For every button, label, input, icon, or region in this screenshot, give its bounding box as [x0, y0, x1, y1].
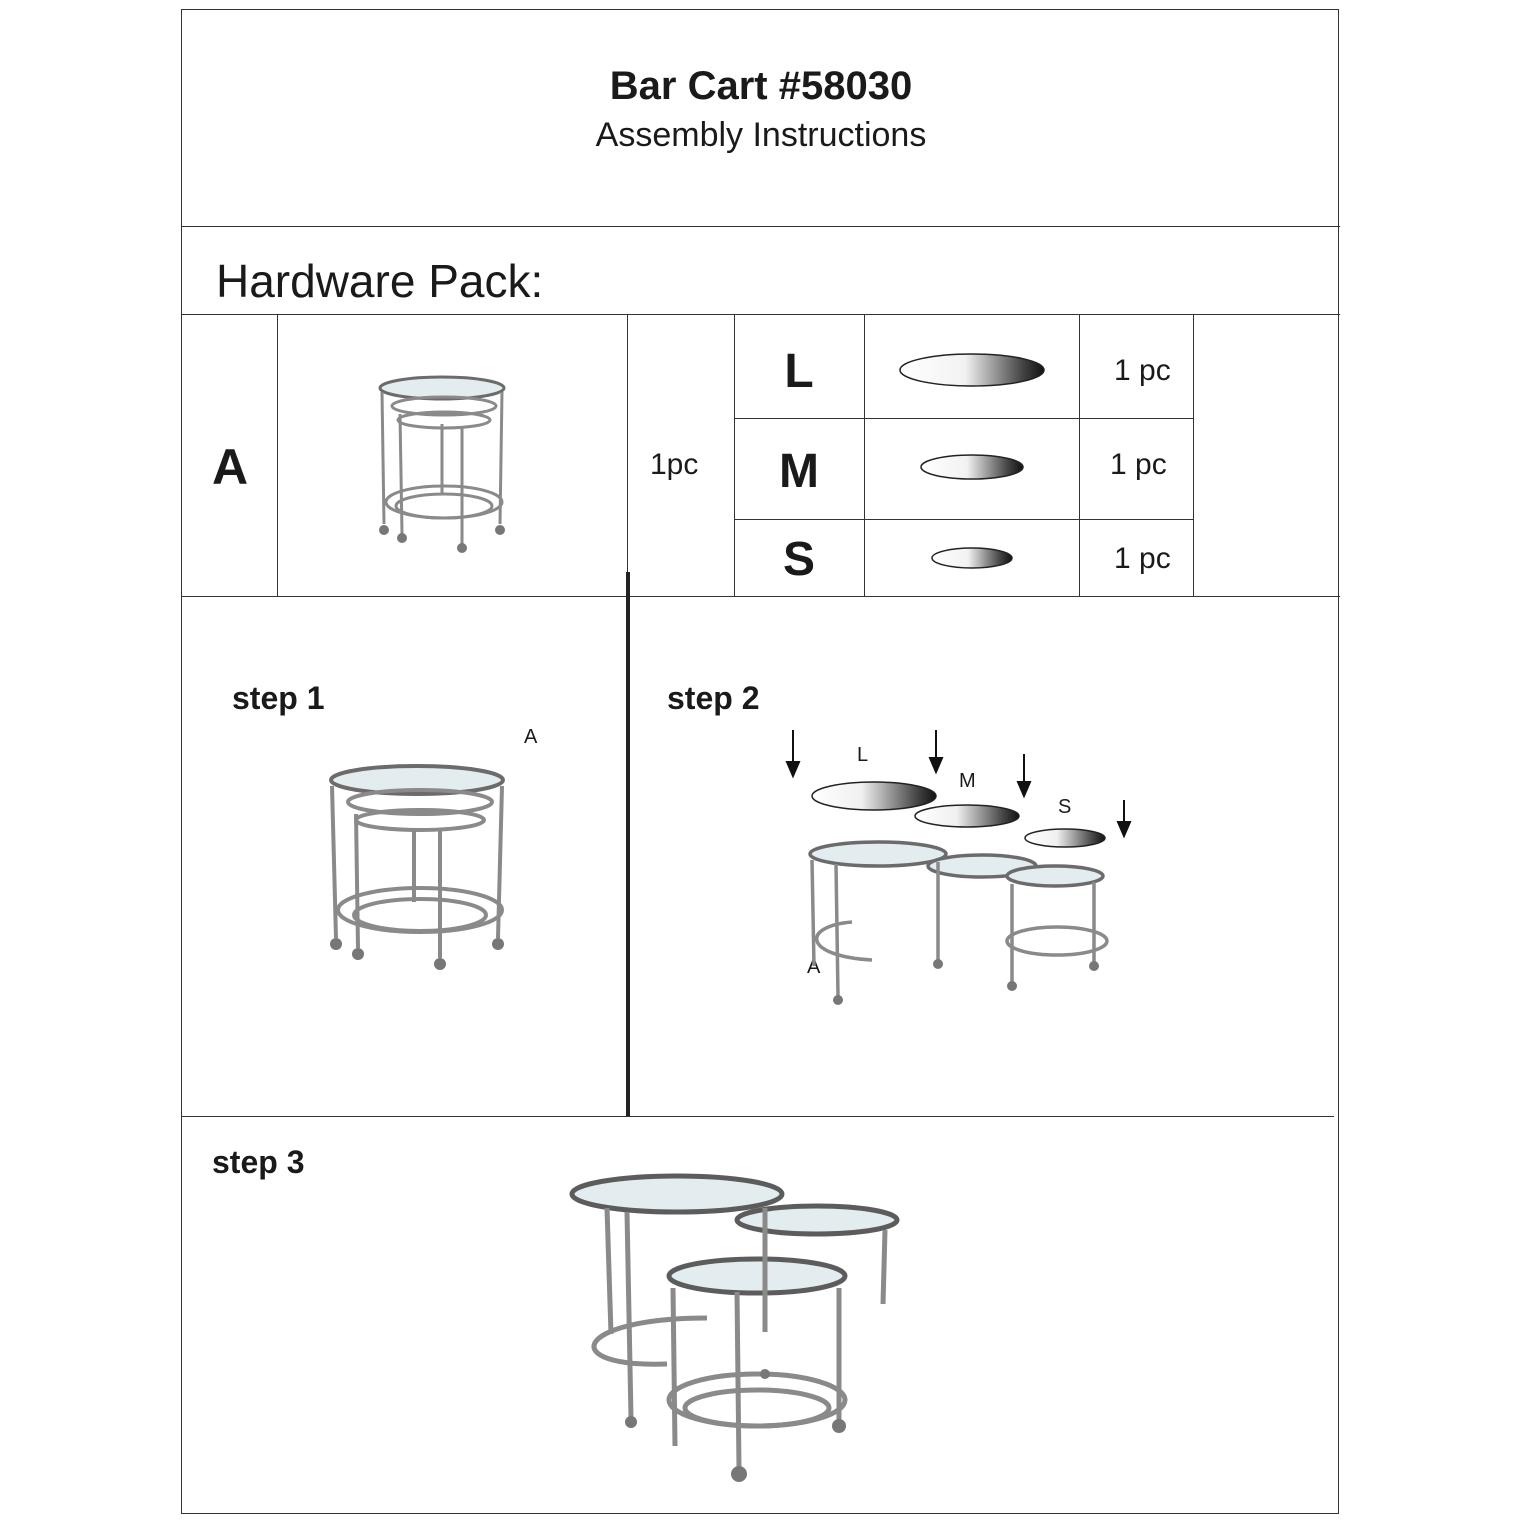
document-title: Bar Cart #58030 [609, 64, 913, 108]
glass-shelf-swatches [865, 315, 1079, 596]
step-2-callout-m: M [959, 770, 976, 792]
step-2-label: step 2 [667, 680, 760, 716]
step-1-callout: A [524, 726, 538, 748]
instruction-sheet [181, 9, 1339, 1514]
header-divider [182, 226, 1340, 227]
hardware-divider [182, 314, 1340, 315]
step-1-label: step 1 [232, 680, 325, 716]
glass-shelf-medium-icon [921, 455, 1023, 479]
table-col-divider [277, 314, 278, 596]
shelf-qty-m: 1 pc [1110, 448, 1167, 481]
document-subtitle: Assembly Instructions [595, 116, 927, 154]
step-2-callout-l: L [857, 744, 869, 766]
step-3-label: step 3 [212, 1144, 305, 1180]
step-2-callout-s: S [1058, 796, 1072, 818]
shelf-size-l: L [784, 345, 814, 398]
table-col-divider [1079, 314, 1080, 596]
steps-divider [182, 1116, 1334, 1117]
shelf-qty-s: 1 pc [1114, 542, 1171, 575]
part-qty: 1pc [650, 448, 699, 481]
step-2-callout-a: A [807, 956, 821, 978]
step-3-assembled-cart-illustration [567, 1168, 907, 1488]
part-letter: A [212, 439, 249, 495]
step-2-assembly-illustration [782, 726, 1142, 1016]
cart-thumbnail [372, 374, 522, 554]
shelf-qty-l: 1 pc [1114, 354, 1171, 387]
table-col-divider [1193, 314, 1194, 596]
shelf-size-m: M [779, 445, 819, 498]
hardware-heading: Hardware Pack: [216, 255, 544, 307]
glass-shelf-large-icon [900, 354, 1044, 386]
shelf-size-s: S [782, 533, 815, 586]
table-bottom-divider [182, 596, 1340, 597]
step-1-cart-illustration [322, 762, 522, 972]
steps-vertical-divider [626, 572, 630, 1116]
table-col-divider [627, 314, 628, 596]
glass-shelf-small-icon [932, 548, 1012, 568]
